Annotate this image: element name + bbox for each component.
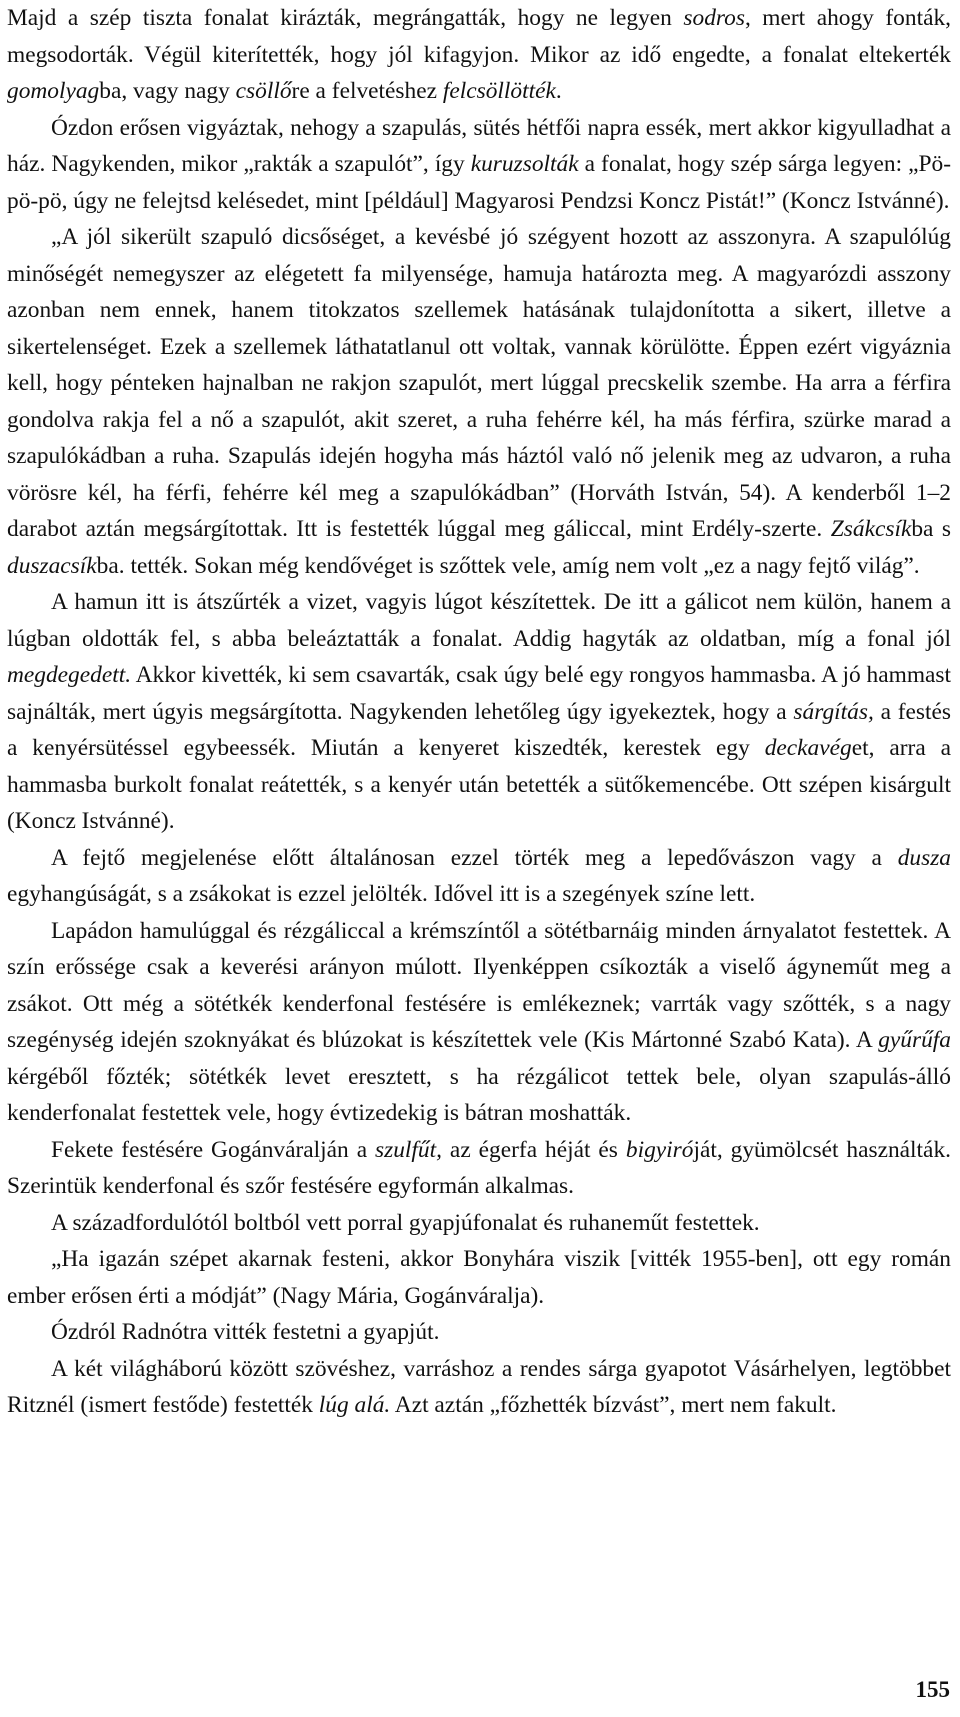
text-run: ba s xyxy=(911,516,952,542)
italic-term: Zsákcsík xyxy=(830,516,912,542)
text-run: Ózdon erősen vigyáztak, nehogy a szapulás, sütés hétfői napra essék, mert akkor kigyulladhat a ház. Nagykenden, mikor „rakták a szapulót”, így xyxy=(7,114,951,177)
text-run: Majd a szép tiszta fonalat kirázták, megrángatták, hogy ne legyen xyxy=(7,5,684,31)
paragraph xyxy=(7,584,951,840)
italic-term: felcsöllötték xyxy=(442,78,556,104)
text-run: „A jól sikerült szapuló dicsőséget, a kevésbé jó szégyent hozott az asszonyra. A szapulólúg minőségét nemegyszer az elégetett fa milyensége, hamuja határozta meg. A magyarózdi asszony azonban nem ennek, hanem titokzatos szellemek hatásának tulajdonította a sikert, illetve a sikertelenséget. Ezek a szellemek láthatatlanul ott voltak, vannak körülötte. Éppen ezért vigyáznia kell, hogy pénteken hajnalban ne rakjon szapulót, mert lúggal precskelik szembe. Ha arra a férfira gondolva rakja fel a nő a szapulót, akit szeret, a ruha fehérre kél, ha más férfira, szürke marad a szapulókádban a ruha. Szapulás idején hogyha más háztól való nő jelenik meg az udvaron, a ruha vörösre kél, ha férfi, fehérre kél meg a szapulókádban” (Horváth István, 54). A kenderből 1–2 darabot aztán megsárgítottak. Itt is festették lúggal meg gáliccal, mint Erdély-szerte. xyxy=(7,224,951,542)
text-run: a festés a kenyérsütéssel egybeessék. Miután a kenyeret kiszedték, kerestek egy xyxy=(7,698,951,761)
italic-term: sodros xyxy=(683,5,745,31)
text-run: re a felvetéshez xyxy=(291,78,443,104)
italic-term: deckavég xyxy=(764,735,852,761)
text-run: A két világháború között szövéshez, varráshoz a rendes sárga gyapotot Vásárhelyen, legtöbbet Ritznél (ismert festőde) festették xyxy=(7,1355,951,1418)
italic-term: duszacsík xyxy=(7,552,97,579)
paragraph xyxy=(7,913,951,1132)
paragraph xyxy=(7,840,951,913)
text-run: A fejtő megjelenése előtt általánosan ezzel törték meg a lepedővászon vagy a xyxy=(51,844,898,871)
paragraph xyxy=(7,1241,951,1314)
paragraph xyxy=(7,0,951,110)
italic-term: dusza xyxy=(897,844,951,871)
text-run: az égerfa héját és xyxy=(441,1136,626,1163)
italic-term: gomolyag xyxy=(7,78,100,104)
text-run: Lapádon hamulúggal és rézgáliccal a krémszíntől a sötétbarnáig minden árnyalatot festettek. A szín erőssége csak a keverési arányon múlott. Ilyenképpen csíkozták a viselő ágyneműt meg a zsákot. Ott még a sötétkék kenderfonal festésére is emlékeznek; varrták vagy szőtték, s a nagy szegénység idején szoknyákat és blúzokat is készítettek vele (Kis Mártonné Szabó Kata). A xyxy=(7,917,951,1053)
text-run: ba. tették. Sokan még kendővéget is szőttek vele, amíg nem volt „ez a nagy fejtő világ”. xyxy=(96,552,920,579)
page-body xyxy=(7,0,951,1424)
text-run: kérgéből főzték; sötétkék levet eresztett, s ha rézgálicot tettek bele, olyan szapulás-álló kenderfonalat festettek vele, hogy évtizedekig is bátran moshatták. xyxy=(7,1063,951,1126)
text-run: a fonalat, hogy szép sárga legyen: „Pö-pö-pö, úgy ne felejtsd kelésedet, mint [például] Magyarosi Pendzsi Koncz Pistát!” (Koncz Istvánné). xyxy=(7,151,951,214)
paragraph xyxy=(7,110,951,220)
italic-term: megdegedett. xyxy=(7,662,132,688)
italic-term: lúg alá. xyxy=(318,1392,391,1418)
paragraph xyxy=(7,1132,951,1205)
text-run: „Ha igazán szépet akarnak festeni, akkor Bonyhára viszik [vitték 1955-ben], ott egy román ember erősen érti a módját” (Nagy Mária, Gogánváralja). xyxy=(7,1246,951,1309)
paragraph xyxy=(7,1351,951,1424)
text-run: Akkor kivették, ki sem csavarták, csak úgy belé egy rongyos hammasba. A jó hammast sajnálták, mert úgyis megsárgította. Nagykenden lehetőleg úgy igyekeztek, hogy a xyxy=(7,662,951,725)
paragraph xyxy=(7,219,951,584)
text-run: egyhangúságát, s a zsákokat is ezzel jelölték. Idővel itt is a szegények színe lett. xyxy=(7,881,756,907)
text-run: Ózdról Radnótra vitték festetni a gyapjút. xyxy=(51,1319,440,1345)
italic-term: kuruzsolták xyxy=(470,151,579,177)
italic-term: csöllő xyxy=(235,78,292,104)
paragraph xyxy=(7,1205,951,1242)
text-run: A századfordulótól boltból vett porral gyapjúfonalat és ruhaneműt festettek. xyxy=(51,1209,760,1236)
text-run: , mert ahogy fonták, megsodorták. Végül kiterítették, hogy jól kifagyjon. Mikor az idő engedte, a fonalat eltekerték xyxy=(7,5,951,68)
text-run: Azt aztán „főzhették bízvást”, mert nem fakult. xyxy=(390,1392,837,1418)
text-run: . xyxy=(555,78,562,104)
paragraph xyxy=(7,1314,951,1351)
page-number: 155 xyxy=(915,1677,950,1702)
italic-term: gyűrűfa xyxy=(878,1027,951,1053)
text-run: ját, gyümölcsét használták. Szerintük kenderfonal és szőr festésére egyformán alkalmas. xyxy=(7,1136,951,1199)
italic-term: sárgítás, xyxy=(793,698,874,725)
text-run: Fekete festésére Gogánváralján a xyxy=(51,1136,376,1163)
text-run: ba, vagy nagy xyxy=(99,78,236,104)
text-run: et, arra a hammasba burkolt fonalat reátették, s a kenyér után betették a sütőkemencébe. Ott szépen kisárgult (Koncz Istvánné). xyxy=(7,735,951,834)
italic-term: szulfűt, xyxy=(375,1136,442,1163)
italic-term: bigyiró xyxy=(625,1136,694,1163)
text-run: A hamun itt is átszűrték a vizet, vagyis lúgot készítettek. De itt a gálicot nem külön, hanem a lúgban oldották fel, s abba beleáztatták a fonalat. Addig hagyták az oldatban, míg a fonal jól xyxy=(7,589,951,652)
